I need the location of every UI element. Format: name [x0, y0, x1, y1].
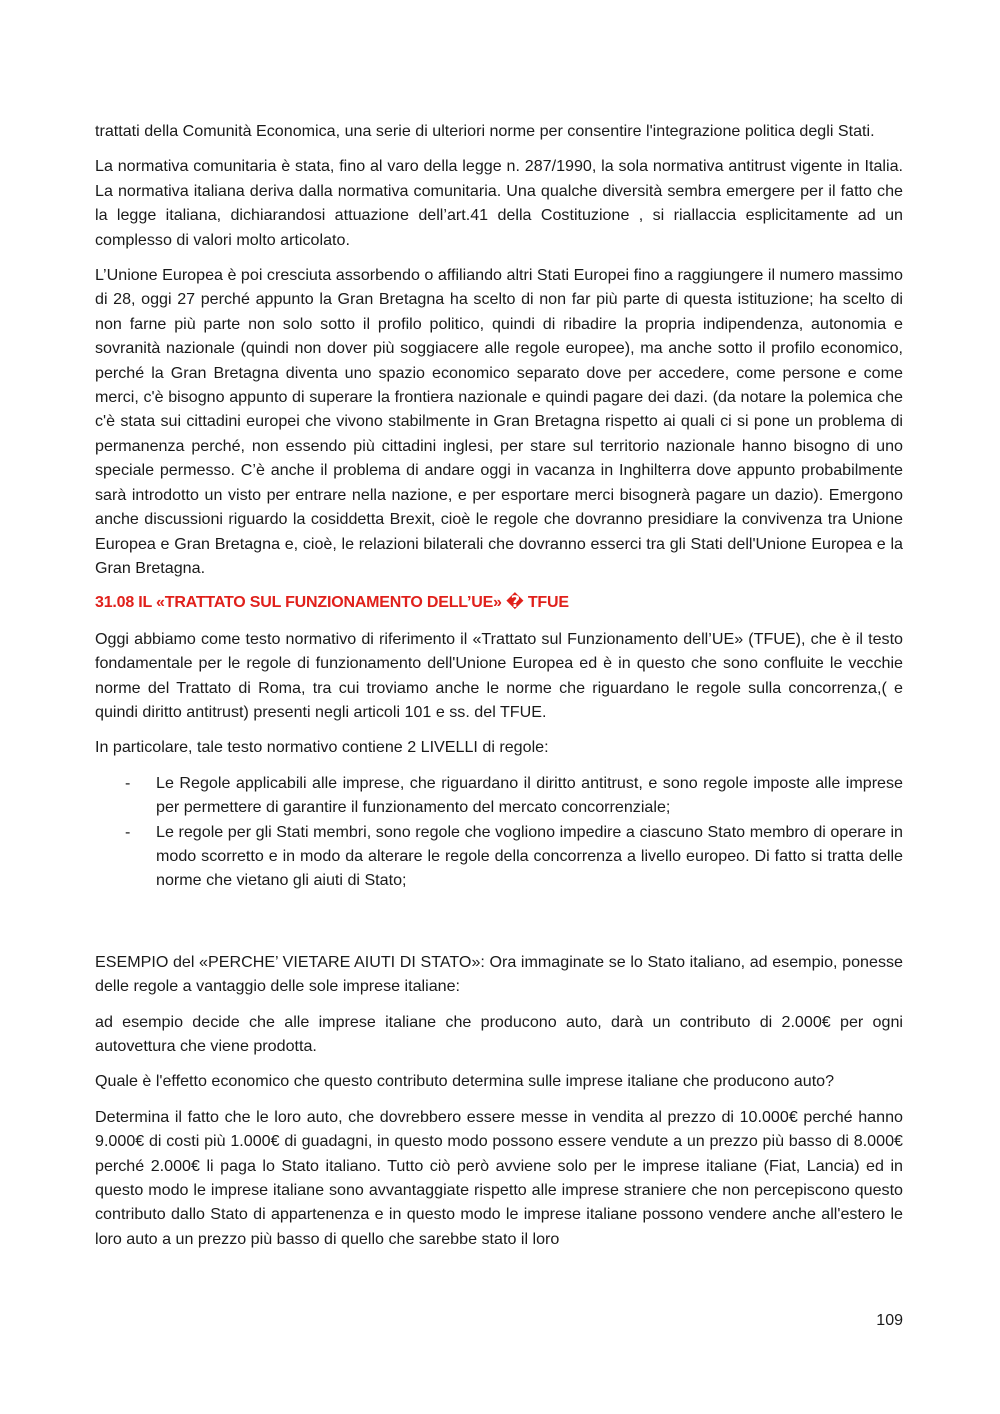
paragraph: Oggi abbiamo come testo normativo di riferimento il «Trattato sul Funzionamento dell’UE» (TFUE), che è il testo fondamentale per le regole di funzionamento dell'Unione Europea ed è in questo che sono confluite le vecchie norme del Trattato di Roma, tra cui troviamo anche le norme che riguardano le regole sulla concorrenza,( e quindi diritto antitrust) presenti negli articoli 101 e ss. del TFUE.	[95, 629, 903, 721]
paragraph: In particolare, tale testo normativo contiene 2 LIVELLI di regole:	[95, 738, 549, 757]
page-number: 109	[876, 1312, 903, 1329]
paragraph: Quale è l'effetto economico che questo contributo determina sulle imprese italiane che producono auto?	[95, 1072, 835, 1091]
list-item-text: Le regole per gli Stati membri, sono regole che vogliono impedire a ciascuno Stato membro di operare in modo scorretto e in modo da alterare le regole della concorrenza a livello europeo. Di fatto si tratta delle norme che vietano gli aiuti di Stato;	[156, 822, 903, 890]
paragraph: trattati della Comunità Economica, una serie di ulteriori norme per consentire l'integrazione politica degli Stati.	[95, 122, 875, 140]
paragraph: ESEMPIO del «PERCHE’ VIETARE AIUTI DI STATO»: Ora immaginate se lo Stato italiano, ad esempio, ponesse delle regole a vantaggio delle sole imprese italiane:	[95, 952, 903, 996]
rules-list	[95, 771, 903, 893]
list-bullet: -	[125, 822, 131, 841]
blank-space	[95, 904, 903, 950]
paragraph: Determina il fatto che le loro auto, che dovrebbero essere messe in vendita al prezzo di 10.000€ perché hanno 9.000€ di costi più 1.000€ di guadagni, in questo modo possono essere vendute a un prezzo più basso di 8.000€ perché 2.000€ li paga lo Stato italiano. Tutto ciò però avviene solo per le imprese italiane (Fiat, Lancia) ed in questo modo le imprese italiane sono avvantaggiate rispetto alle imprese straniere che non percepiscono questo contributo dallo Stato di appartenenza e in questo modo le imprese italiane possono vendere anche all'estero le loro auto a un prezzo più basso di quello che sarebbe stato il loro	[95, 1107, 903, 1248]
document-page	[95, 119, 903, 1262]
paragraph: ad esempio decide che alle imprese italiane che producono auto, darà un contributo di 2.000€ per ogni autovettura che viene prodotta.	[95, 1012, 903, 1055]
list-bullet: -	[125, 773, 131, 792]
section-heading: 31.08 IL «TRATTATO SUL FUNZIONAMENTO DELL’UE» � TFUE	[95, 594, 569, 612]
list-item	[95, 771, 903, 820]
list-item-text: Le Regole applicabili alle imprese, che riguardano il diritto antitrust, e sono regole imposte alle imprese per permettere di garantire il funzionamento del mercato concorrenziale;	[156, 773, 903, 817]
paragraph: La normativa comunitaria è stata, fino al varo della legge n. 287/1990, la sola normativa antitrust vigente in Italia. La normativa italiana deriva dalla normativa comunitaria. Una qualche diversità sembra emergere per il fatto che la legge italiana, dichiarandosi attuazione dell’art.41 della Costituzione , si riallaccia esplicitamente ad un complesso di valori molto articolato.	[95, 157, 903, 249]
list-item	[95, 820, 903, 893]
paragraph: L’Unione Europea è poi cresciuta assorbendo o affiliando altri Stati Europei fino a raggiungere il numero massimo di 28, oggi 27 perché appunto la Gran Bretagna ha scelto di non far più parte di questa istituzione; ha scelto di non farne più parte non solo sotto il profilo politico, quindi di ribadire la propria indipendenza, autonomia e sovranità nazionale (quindi non dover più soggiacere alle regole europee), ma anche sotto il profilo economico, perché la Gran Bretagna diventa uno spazio economico separato dove per accedere, come persone e come merci, c'è bisogno appunto di superare la frontiera nazionale e quindi pagare dei dazi. (da notare la polemica che c'è stata sui cittadini europei che vivono stabilmente in Gran Bretagna rispetto ai quali ci si pone un problema di permanenza perché, non essendo più cittadini inglesi, per stare sul territorio nazionale hanno bisogno di uno speciale permesso. C’è anche il problema di andare oggi in vacanza in Inghilterra dove appunto probabilmente sarà introdotto un visto per entrare nella nazione, e per esportare merci bisognerà pagare un dazio). Emergono anche discussioni riguardo la cosiddetta Brexit, cioè le regole che dovranno presidiare la convivenza tra Unione Europea e Gran Bretagna e, cioè, le relazioni bilaterali che dovranno esserci tra gli Stati dell'Unione Europea e la Gran Bretagna.	[95, 266, 903, 577]
